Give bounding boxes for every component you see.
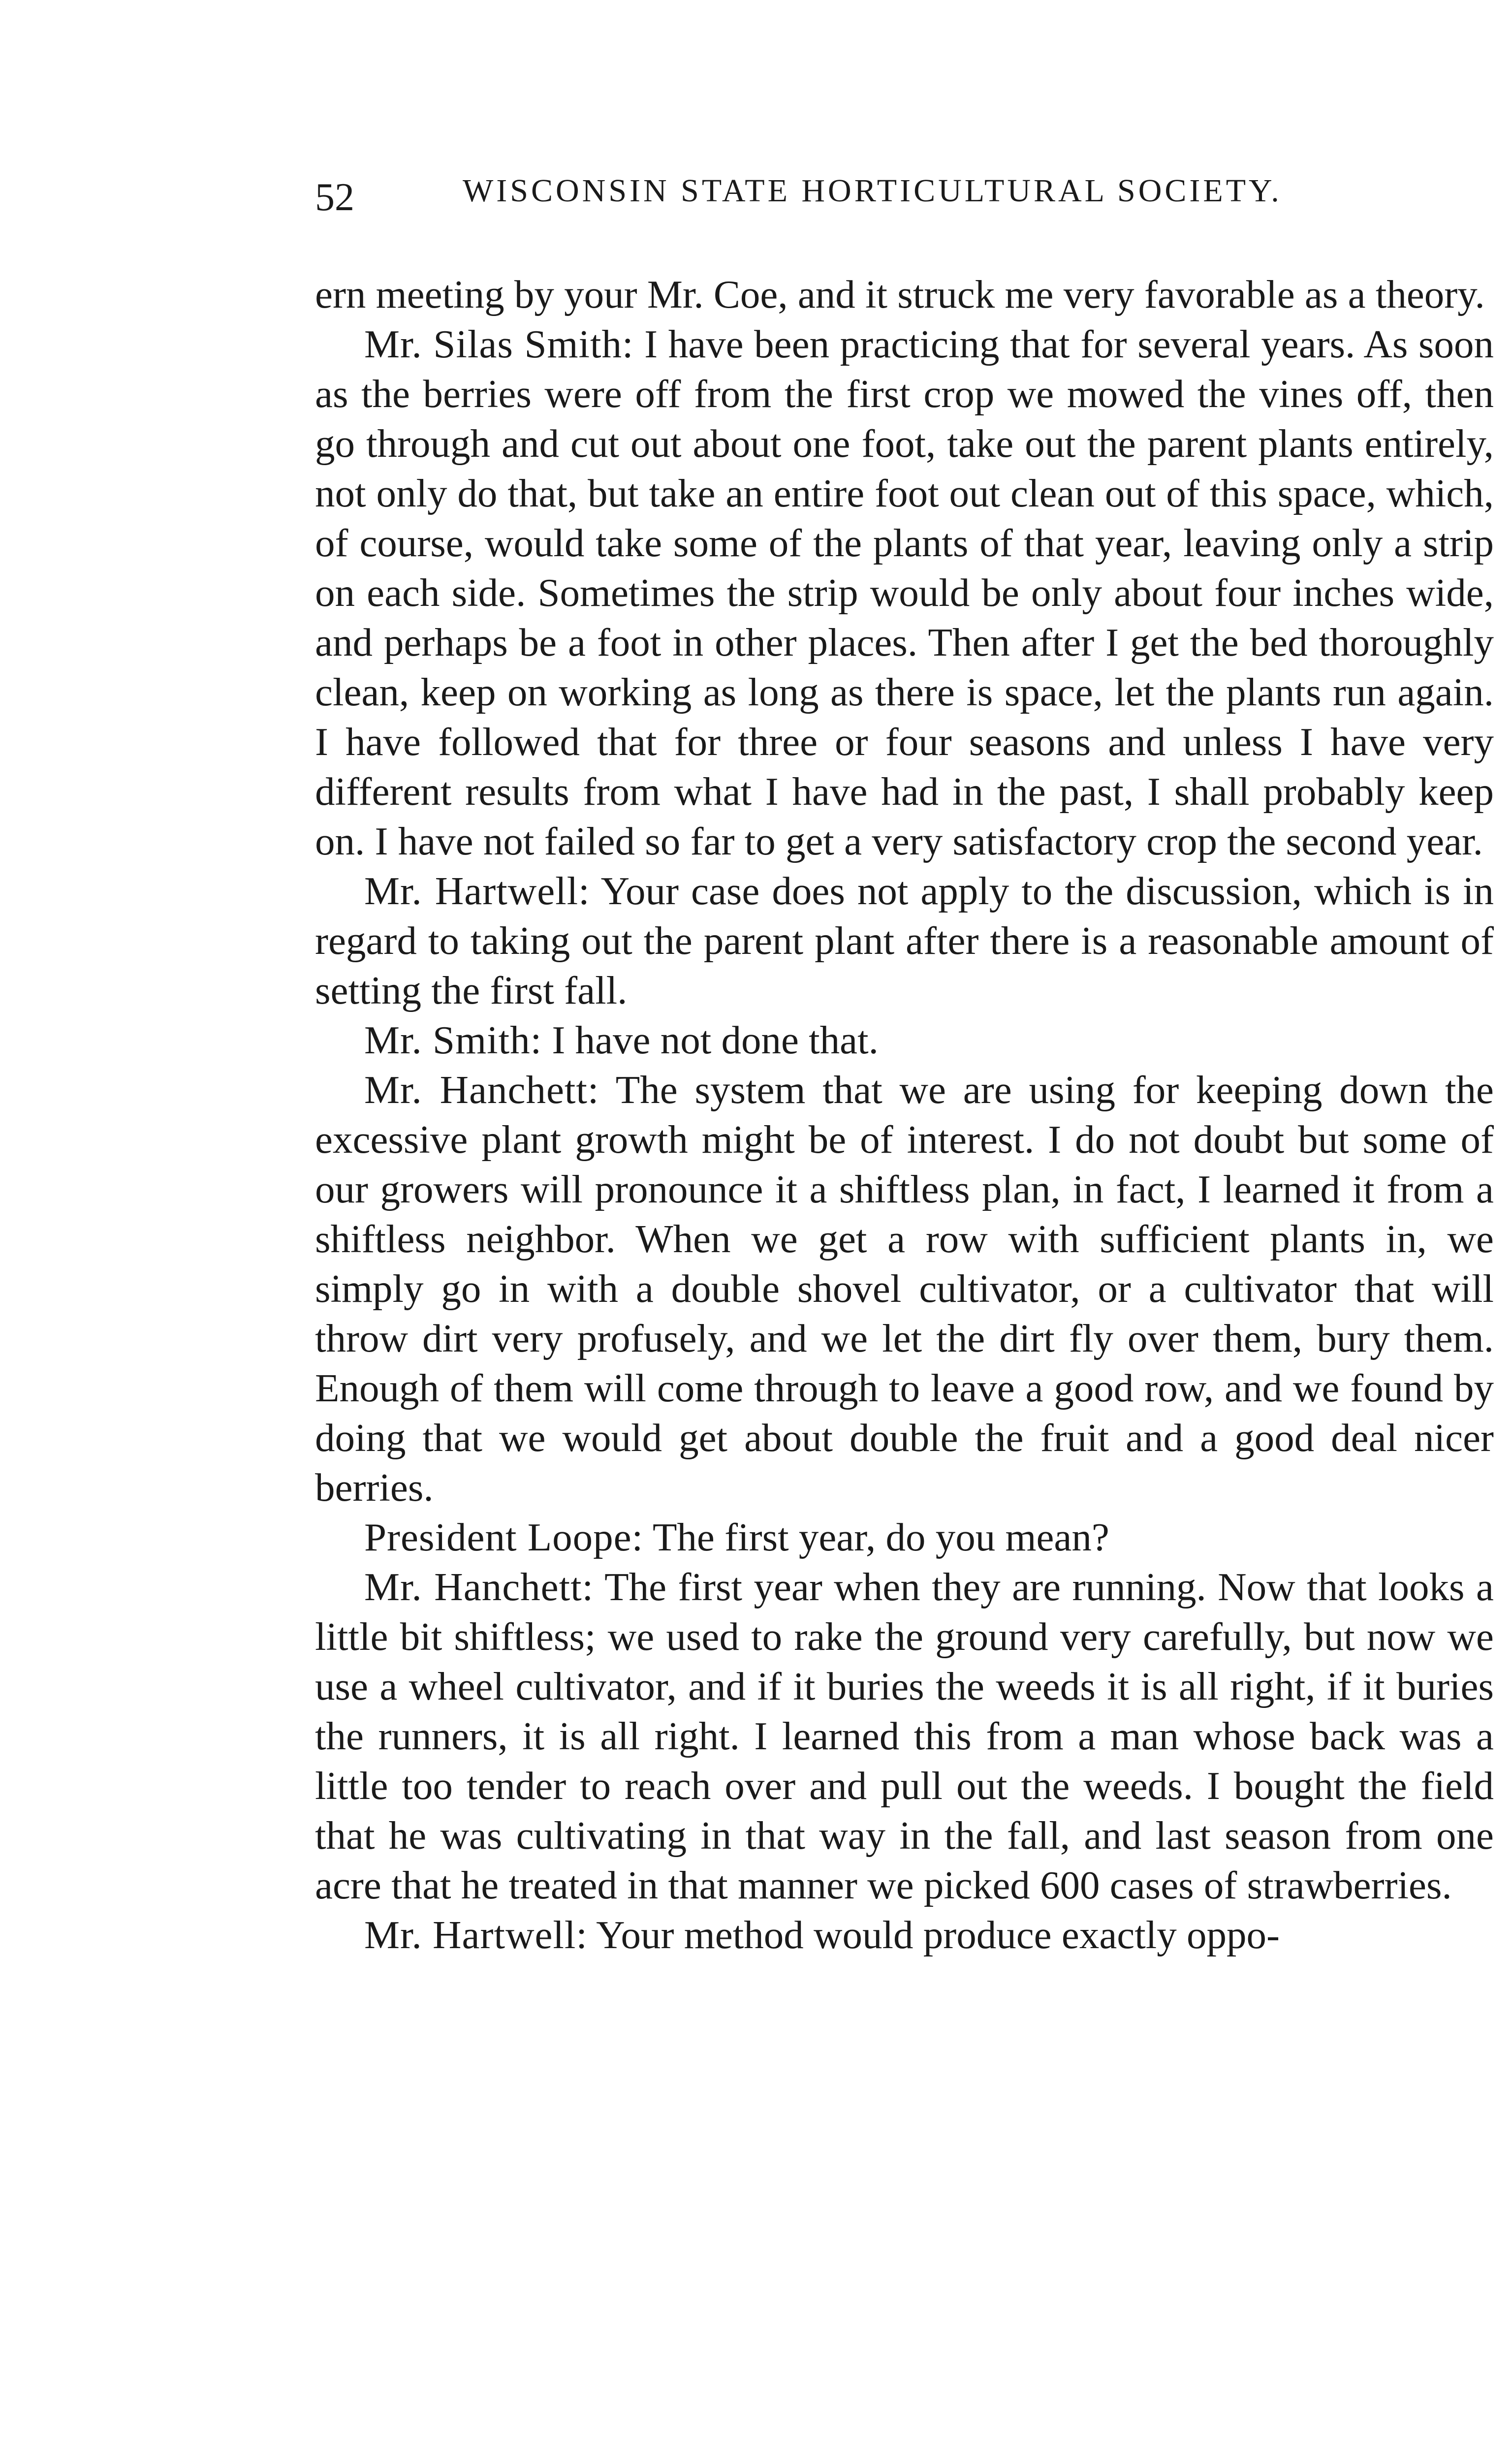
page-number: 52 [315, 176, 354, 219]
speaker-name: Mr. Hartwell: [364, 1913, 588, 1957]
running-head [315, 166, 1496, 221]
speaker-name: Mr. Smith: [364, 1018, 542, 1062]
running-title: WISCONSIN STATE HORTICULTURAL SOCIETY. [463, 173, 1282, 209]
paragraph [315, 270, 1494, 319]
paragraph-text: The system that we are using for keeping down the excessive plant growth might be of interest. I do not doubt but some of our growers will pronounce it a shiftless plan, in fact, I learned it from a shiftless neighbor. When we get a row with sufficient plants in, we simply go in with a double shovel cultivator, or a cultivator that will throw dirt very profusely, and we let the dirt fly over them, bury them. Enough of them will come through to leave a good row, and we found by doing that we would get about double the fruit and a good deal nicer berries. [315, 1068, 1494, 1510]
speaker-name: President Loope: [364, 1515, 644, 1559]
paragraph [315, 1910, 1494, 1960]
paragraph [315, 1513, 1494, 1562]
paragraph-text: I have been practicing that for several years. As soon as the berries were off from the first crop we mowed the vines off, then go through and cut out about one foot, take out the parent plants entirely, not only do that, but take an entire foot out clean out of this space, which, of course, would take some of the plants of that year, leaving only a strip on each side. Sometimes the strip would be only about four inches wide, and perhaps be a foot in other places. Then after I get the bed thoroughly clean, keep on working as long as there is space, let the plants run again. I have followed that for three or four seasons and unless I have very different results from what I have had in the past, I shall probably keep on. I have not failed so far to get a very satisfactory crop the second year. [315, 322, 1494, 863]
paragraph-text: The first year when they are running. Now that looks a little bit shiftless; we used to rake the ground very carefully, but now we use a wheel cultivator, and if it buries the weeds it is all right, if it buries the runners, it is all right. I learned this from a man whose back was a little too tender to reach over and pull out the weeds. I bought the field that he was cultivating in that way in the fall, and last season from one acre that he treated in that manner we picked 600 cases of strawberries. [315, 1565, 1494, 1907]
paragraph [315, 319, 1494, 866]
paragraph [315, 1562, 1494, 1910]
speaker-name: Mr. Silas Smith: [364, 322, 634, 366]
speaker-name: Mr. Hartwell: [364, 869, 590, 913]
paragraph-text: Your case does not apply to the discussion, which is in regard to taking out the parent plant after there is a reasonable amount of setting the first fall. [315, 869, 1494, 1012]
speaker-name: Mr. Hanchett: [364, 1565, 594, 1609]
paragraph-text: The first year, do you mean? [652, 1515, 1109, 1559]
speaker-name: Mr. Hanchett: [364, 1068, 599, 1112]
paragraph-text: Your method would produce exactly oppo- [596, 1913, 1280, 1957]
paragraph [315, 1015, 1494, 1065]
paragraph-text: ern meeting by your Mr. Coe, and it struck me very favorable as a theory. [315, 272, 1485, 316]
body-text [315, 270, 1494, 1960]
paragraph-text: I have not done that. [552, 1018, 879, 1062]
paragraph [315, 1065, 1494, 1513]
paragraph [315, 866, 1494, 1015]
